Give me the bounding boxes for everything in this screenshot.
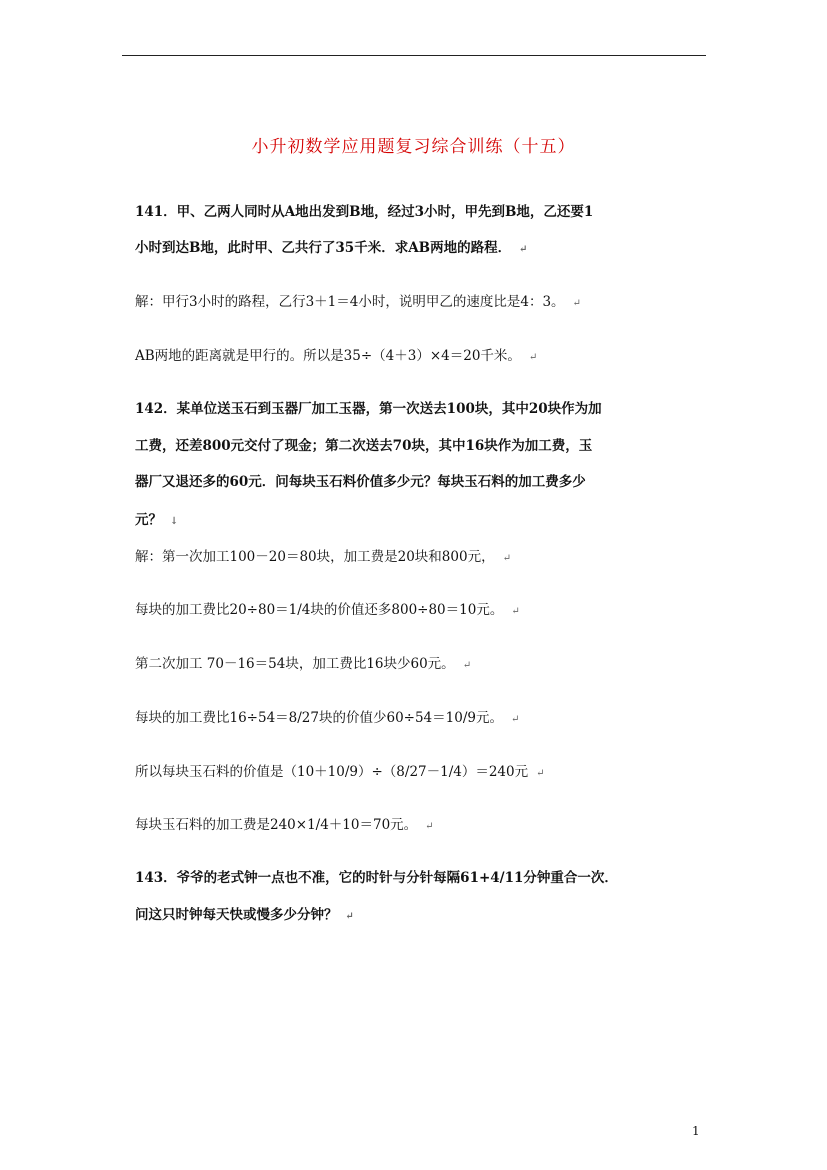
q142-solution-3: 第二次加工 70－16＝54块，加工费比16块少60元。 ↵ [135,656,472,672]
q142-line-2: 工费，还差800元交付了现金；第二次送去70块，其中16块作为加工费，玉 [135,438,593,454]
paragraph-mark-icon: ↵ [511,606,520,617]
paragraph-mark-icon: ↵ [502,553,511,564]
q143-line-2: 问这只时钟每天快或慢多少分钟？ ↵ [135,907,354,923]
header-rule [122,55,706,56]
q141-line-1: 141．甲、乙两人同时从A地出发到B地，经过3小时，甲先到B地，乙还要1 [135,204,594,220]
paragraph-mark-icon: ↵ [519,244,528,255]
q142-line-1: 142．某单位送玉石到玉器厂加工玉器，第一次送去100块，其中20块作为加 [135,401,602,417]
q141-solution-1: 解：甲行3小时的路程，乙行3＋1＝4小时，说明甲乙的速度比是4：3。 ↵ [135,294,581,310]
page-number: 1 [692,1124,700,1138]
line-break-icon: ↓ [170,516,179,527]
q142-line-4: 元？ ↓ [135,512,179,528]
q142-solution-2: 每块的加工费比20÷80＝1/4块的价值还多800÷80＝10元。 ↵ [135,602,520,618]
page-title: 小升初数学应用题复习综合训练（十五） [251,137,576,157]
q141-line-2: 小时到达B地，此时甲、乙共行了35千米．求AB两地的路程． ↵ [135,240,528,256]
paragraph-mark-icon: ↵ [528,352,538,363]
q142-line-3: 器厂又退还多的60元．问每块玉石料价值多少元？每块玉石料的加工费多少 [135,474,586,490]
q142-solution-5: 所以每块玉石料的价值是（10＋10/9）÷（8/27－1/4）＝240元 ↵ [135,764,545,780]
q143-line-1: 143．爷爷的老式钟一点也不准，它的时针与分针每隔61+4/11分钟重合一次． [135,870,618,886]
paragraph-mark-icon: ↵ [425,821,434,832]
paragraph-mark-icon: ↵ [572,298,581,309]
paragraph-mark-icon: ↵ [510,714,520,725]
q142-solution-4: 每块的加工费比16÷54＝8/27块的价值少60÷54＝10/9元。 ↵ [135,710,520,726]
paragraph-mark-icon: ↵ [462,660,472,671]
q142-solution-1: 解：第一次加工100－20＝80块，加工费是20块和800元， ↵ [135,549,511,565]
paragraph-mark-icon: ↵ [536,768,545,779]
q142-solution-6: 每块玉石料的加工费是240×1/4＋10＝70元。 ↵ [135,817,434,833]
paragraph-mark-icon: ↵ [345,911,354,922]
q141-solution-2: AB两地的距离就是甲行的。所以是35÷（4＋3）×4＝20千米。 ↵ [135,348,538,364]
